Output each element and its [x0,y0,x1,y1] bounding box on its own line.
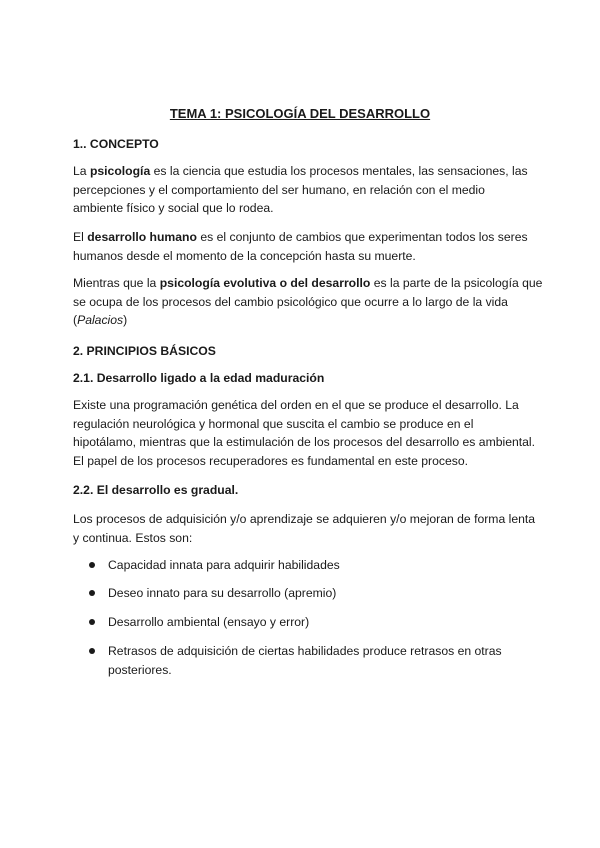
page-title: TEMA 1: PSICOLOGÍA DEL DESARROLLO [169,106,431,121]
paragraph-programacion-genetica [73,396,536,470]
paragraph-desarrollo-humano [73,228,533,265]
paragraph-line: Existe una programación genética del orden en el que se produce el desarrollo. La [73,398,519,412]
paragraph-line [73,228,533,247]
bullet-dot-icon [89,619,95,625]
paragraph-line: y continua. Estos son: [73,530,193,545]
text-run: es el conjunto de cambios que experimentan todos los seres [196,230,528,244]
subsection-heading-2-1: 2.1. Desarrollo ligado a la edad maduración [73,371,325,385]
text-run: es la ciencia que estudia los procesos mentales, las sensaciones, las [150,164,528,178]
bullet-text: Retrasos de adquisición de ciertas habilidades produce retrasos en otras [108,644,502,658]
text-run: La [73,164,90,178]
paragraph-line [73,311,533,330]
citation-author: Palacios [77,313,124,327]
paragraph-procesos-adquisicion [73,510,536,547]
bullet-dot-icon [89,590,95,596]
bold-term: desarrollo humano [87,230,197,244]
text-run: ( [73,313,78,327]
paragraph-psicologia [73,162,533,218]
bold-term: psicología evolutiva o del desarrollo [159,276,371,290]
paragraph-line: se ocupa de los procesos del cambio psicológico que ocurre a lo largo de la vida [73,294,508,309]
text-run: es la parte de la psicología que [370,276,543,290]
text-run: El [73,230,88,244]
paragraph-line [73,274,543,293]
bullet-text: posteriores. [108,663,172,677]
text-run: Mientras que la [73,276,160,290]
bullet-dot-icon [89,562,95,568]
paragraph-line: ambiente físico y social que lo rodea. [73,201,274,215]
section-heading-principios: 2. PRINCIPIOS BÁSICOS [73,344,216,358]
text-run: ) [123,313,128,327]
subsection-heading-2-2: 2.2. El desarrollo es gradual. [73,483,239,497]
bold-term: psicología [89,164,151,178]
section-heading-concepto: 1.. CONCEPTO [73,137,159,151]
paragraph-line: hipotálamo, mientras que la estimulación de los procesos del desarrollo es ambiental. [73,435,536,449]
paragraph-line: Los procesos de adquisición y/o aprendizaje se adquieren y/o mejoran de forma lenta [73,512,536,526]
paragraph-line: percepciones y el comportamiento del ser humano, en relación con el medio [73,182,485,197]
bullet-dot-icon [89,648,95,654]
paragraph-line: El papel de los procesos recuperadores es fundamental en este proceso. [73,453,468,468]
bullet-text: Capacidad innata para adquirir habilidades [108,558,340,572]
bullet-text: Desarrollo ambiental (ensayo y error) [108,615,310,629]
bullet-text: Deseo innato para su desarrollo (apremio) [108,586,337,600]
paragraph-line: humanos desde el momento de la concepción hasta su muerte. [73,248,416,263]
paragraph-line [73,162,533,181]
paragraph-psicologia-evolutiva [73,274,543,330]
paragraph-line: regulación neurológica y hormonal que suscita el cambio se produce en el [73,416,474,431]
